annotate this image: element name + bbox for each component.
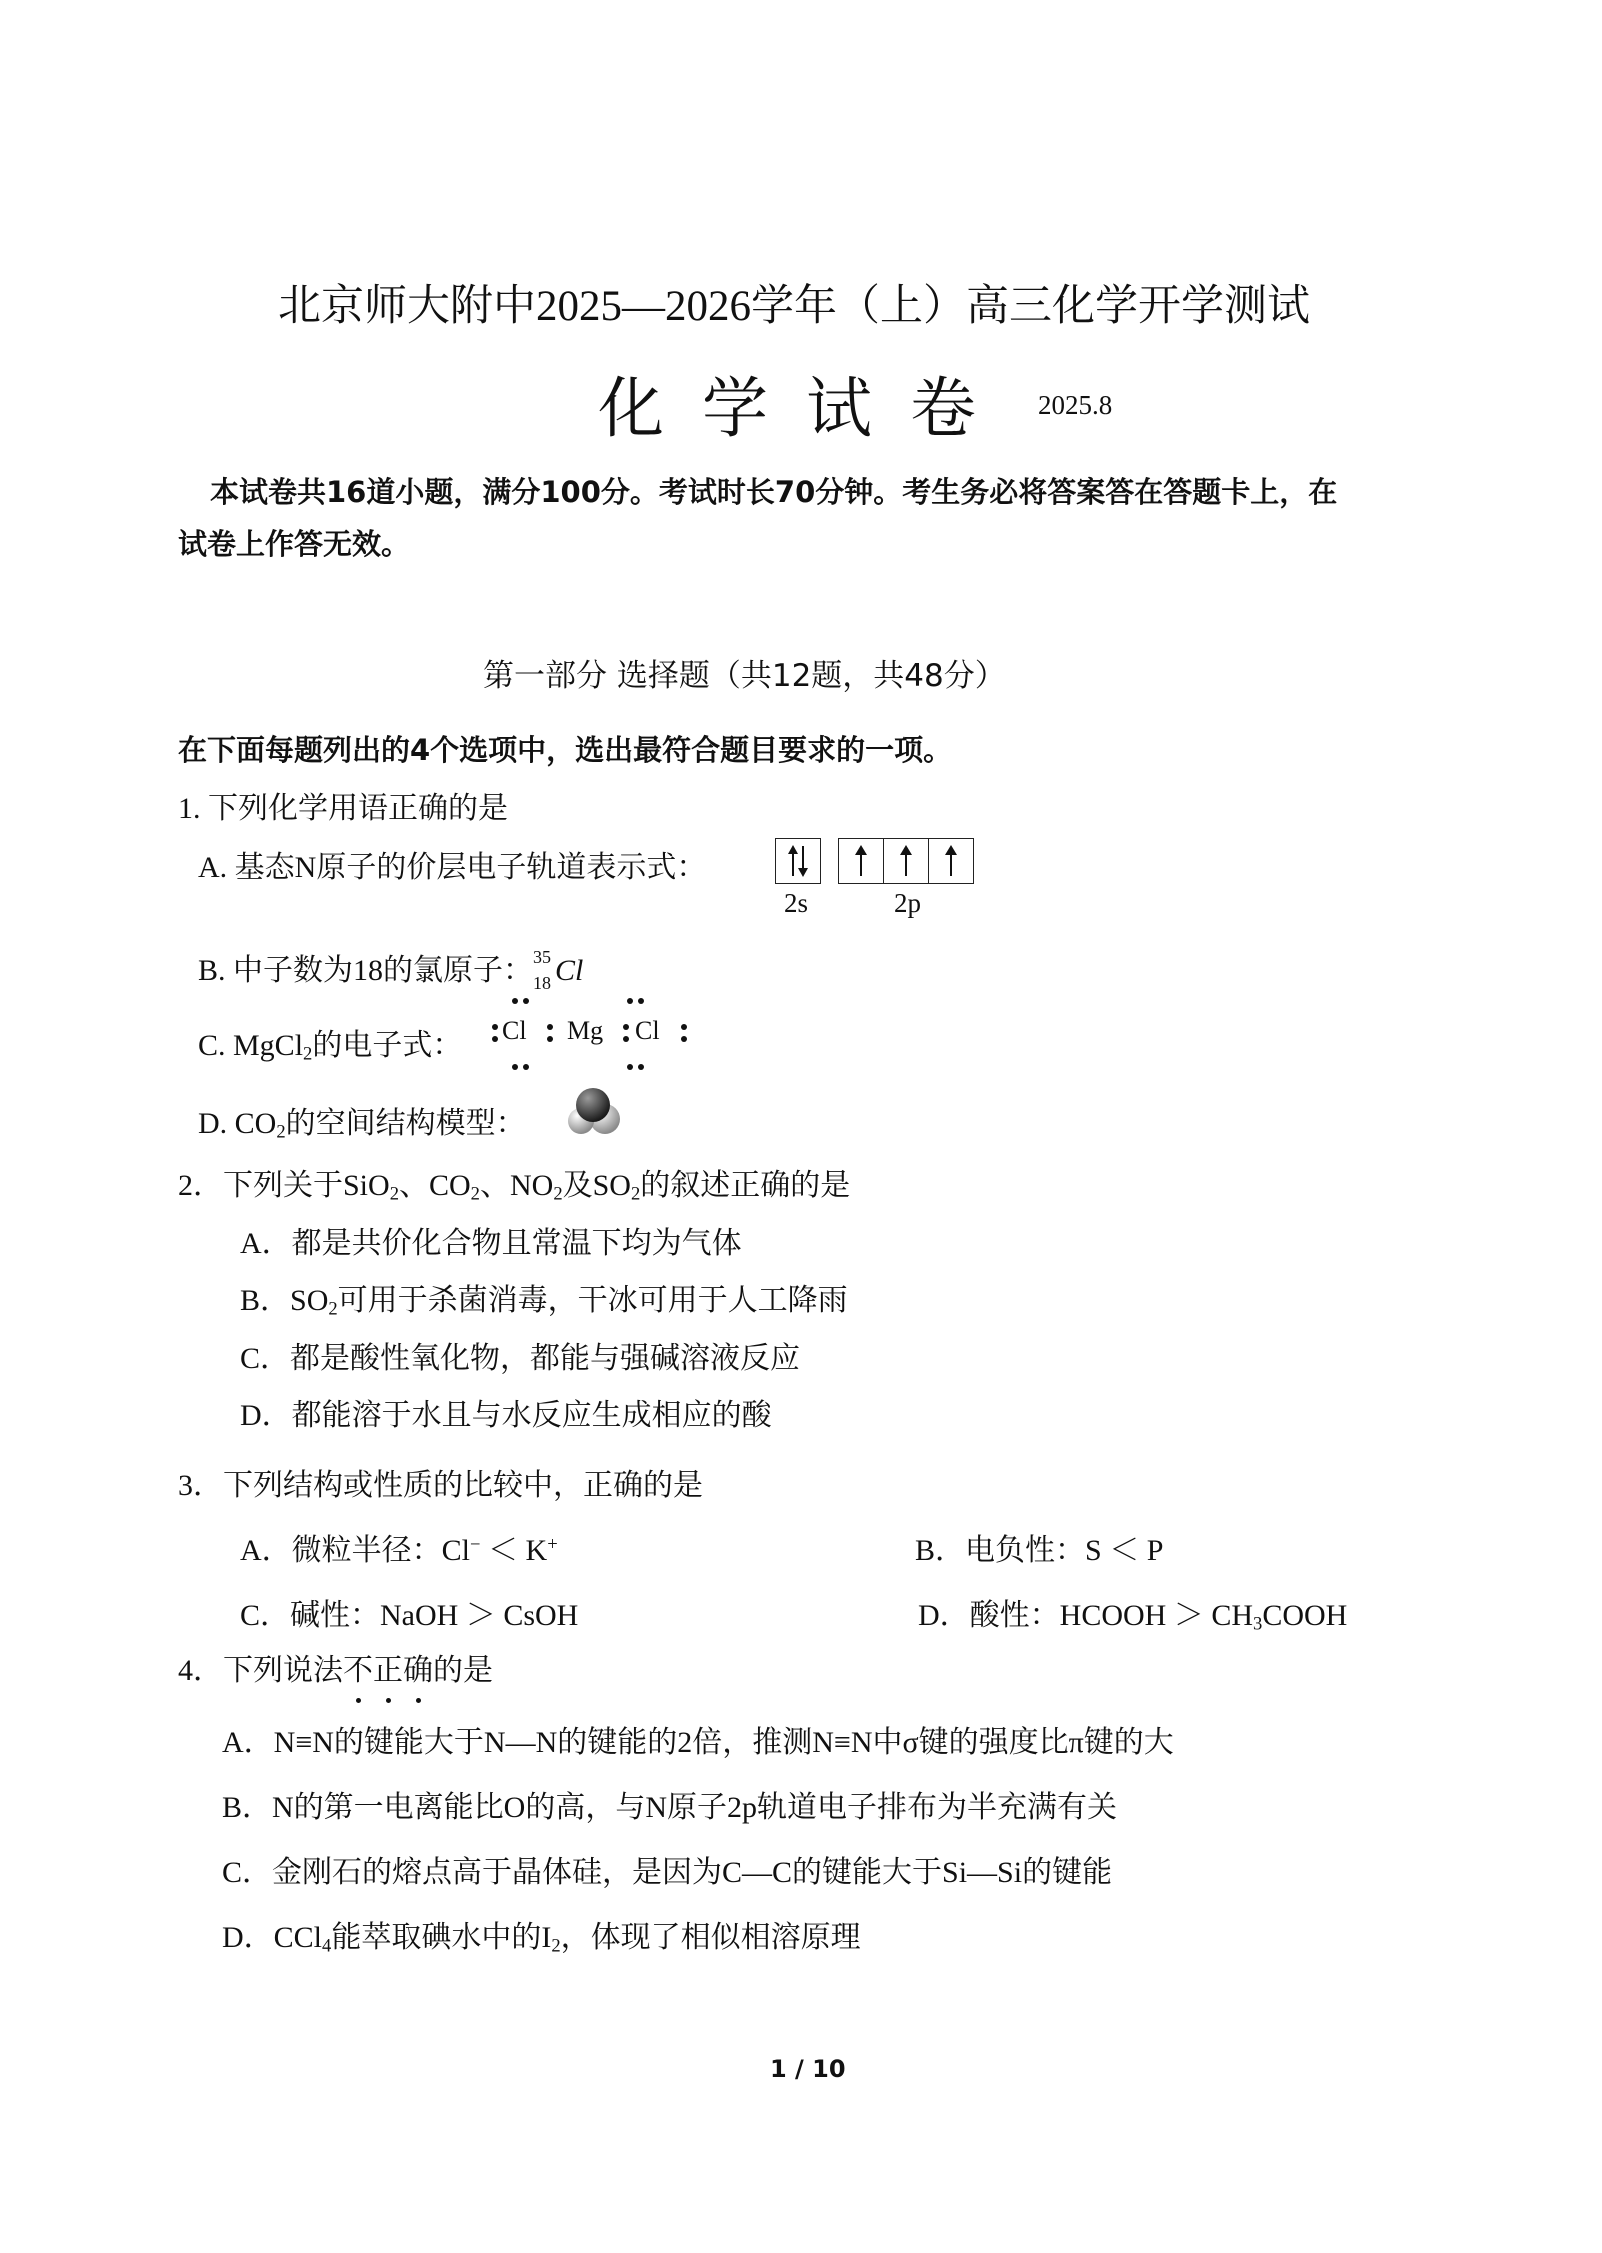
q2-sub: 2 (328, 1298, 338, 1320)
q4-option-d (222, 1912, 861, 1956)
isotope-mass-number: 35 (533, 947, 552, 967)
q2-option-c: C．都是酸性氧化物，都能与强碱溶液反应 (240, 1342, 801, 1375)
mg-symbol: Mg (567, 1016, 604, 1045)
q3-option-d (918, 1590, 1347, 1634)
q3-option-d-post: COOH (1262, 1599, 1348, 1632)
notice-line-2: 试卷上作答无效。 (178, 527, 411, 561)
q3-option-a (240, 1525, 558, 1569)
q4-option-d-pre: D．CCl (222, 1921, 323, 1954)
q2-option-d: D．都能溶于水且与水反应生成相应的酸 (240, 1399, 772, 1432)
q2-stem-mid3: 及SO (562, 1169, 631, 1202)
q4-option-d-sub2: 2 (551, 1935, 561, 1957)
q4-stem-pre: 4．下列说法 (178, 1654, 343, 1687)
q3-option-a-sup2: + (547, 1533, 558, 1555)
orbital-box-2s (775, 838, 821, 884)
q3-option-c: C．碱性：NaOH ＞ CsOH (240, 1599, 579, 1632)
orbital-label-2s: 2s (784, 888, 809, 918)
notice-line-1: 本试卷共16道小题，满分100分。考试时长70分钟。考生务必将答案答在答题卡上，在 (210, 475, 1338, 509)
q4-option-d-mid: 能萃取碘水中的I (331, 1921, 552, 1954)
section-title: 第一部分 选择题（共12题，共48分） (483, 658, 1006, 694)
orbital-2p-up-arrow-icon (929, 839, 973, 883)
q2-option-a: A．都是共价化合物且常温下均为气体 (240, 1227, 742, 1260)
q4-emphasis-char: 确 (403, 1645, 433, 1689)
q1-option-c (198, 1020, 462, 1064)
q3-option-d-sub: 3 (1253, 1613, 1263, 1635)
q4-option-b: B．N的第一电离能比O的高，与N原子2p轨道电子排布为半充满有关 (222, 1791, 1118, 1824)
section-instruction: 在下面每题列出的4个选项中，选出最符合题目要求的一项。 (178, 733, 953, 767)
q4-option-d-post: ，体现了相似相溶原理 (560, 1921, 861, 1954)
q1-option-c-sub: 2 (303, 1043, 313, 1065)
q2-stem-pre: 2．下列关于SiO (178, 1169, 390, 1202)
orbital-2s-paired-icon (776, 839, 820, 883)
q2-sub: 2 (630, 1183, 641, 1205)
q3-option-a-pre: A．微粒半径：Cl (240, 1534, 471, 1567)
q1-option-c-text-post: 的电子式： (312, 1029, 463, 1062)
isotope-symbol: Cl (555, 954, 584, 987)
exam-date: 2025.8 (1038, 390, 1113, 420)
q1-option-a (198, 842, 706, 886)
mgcl2-electron-dot-structure (485, 994, 695, 1076)
q4-option-c: C．金刚石的熔点高于晶体硅，是因为C—C的键能大于Si—Si的键能 (222, 1856, 1113, 1889)
q2-stem (178, 1160, 850, 1204)
orbital-diagram-2s (775, 838, 821, 884)
isotope-atomic-number: 18 (533, 973, 552, 993)
page-number: 1 / 10 (770, 2055, 846, 2083)
q2-stem-mid1: 、CO (398, 1169, 471, 1202)
q3-option-b: B．电负性：S ＜ P (915, 1534, 1164, 1567)
q1-option-b-text: B. 中子数为18的氯原子： (198, 954, 534, 987)
q3-option-a-sup1: − (470, 1533, 481, 1555)
co2-space-filling-model-icon (565, 1085, 625, 1137)
q1-option-d-text-pre: D. CO (198, 1107, 277, 1140)
q4-emphasis-char: 正 (373, 1645, 403, 1689)
cl-right-symbol: Cl (635, 1016, 660, 1045)
q2-option-b-pre: B．SO (240, 1284, 329, 1317)
q2-option-b-post: 可用于杀菌消毒，干冰可用于人工降雨 (337, 1284, 848, 1317)
q2-stem-mid2: 、NO (479, 1169, 554, 1202)
q4-stem (178, 1645, 493, 1689)
q3-option-d-pre: D．酸性：HCOOH ＞ CH (918, 1599, 1254, 1632)
q1-option-c-text-pre: C. MgCl (198, 1029, 304, 1062)
q1-option-d (198, 1098, 526, 1142)
q1-option-b (198, 945, 584, 993)
q2-sub: 2 (470, 1183, 480, 1205)
chlorine-isotope (533, 947, 584, 993)
q4-emphasis-char: 不 (343, 1645, 373, 1689)
q3-option-a-mid: ＜ K (480, 1534, 548, 1567)
q4-option-a: A．N≡N的键能大于N—N的键能的2倍，推测N≡N中σ键的强度比π键的大 (222, 1726, 1174, 1759)
q1-option-d-sub: 2 (276, 1121, 286, 1143)
cl-left-symbol: Cl (502, 1016, 527, 1045)
orbital-diagram-2p (838, 838, 974, 884)
q4-option-d-sub1: 4 (322, 1935, 332, 1957)
orbital-2p-up-arrow-icon (884, 839, 929, 883)
q2-sub: 2 (389, 1183, 399, 1205)
q2-sub: 2 (553, 1183, 563, 1205)
orbital-label-2p: 2p (894, 888, 921, 918)
q3-stem: 3．下列结构或性质的比较中，正确的是 (178, 1469, 703, 1502)
q1-stem: 1. 下列化学用语正确的是 (178, 792, 508, 825)
orbital-box-2p (838, 838, 974, 884)
q2-option-b (240, 1275, 848, 1319)
paper-subtitle: 化学试卷 (598, 373, 1014, 446)
q1-option-d-text-post: 的空间结构模型： (285, 1107, 526, 1140)
orbital-2p-up-arrow-icon (839, 839, 884, 883)
exam-title: 北京师大附中2025—2026学年（上）高三化学开学测试 (278, 283, 1310, 330)
q1-option-a-text: A. 基态N原子的价层电子轨道表示式： (198, 851, 707, 884)
q2-stem-post: 的叙述正确的是 (640, 1169, 851, 1202)
q4-stem-post: 的是 (433, 1654, 493, 1687)
